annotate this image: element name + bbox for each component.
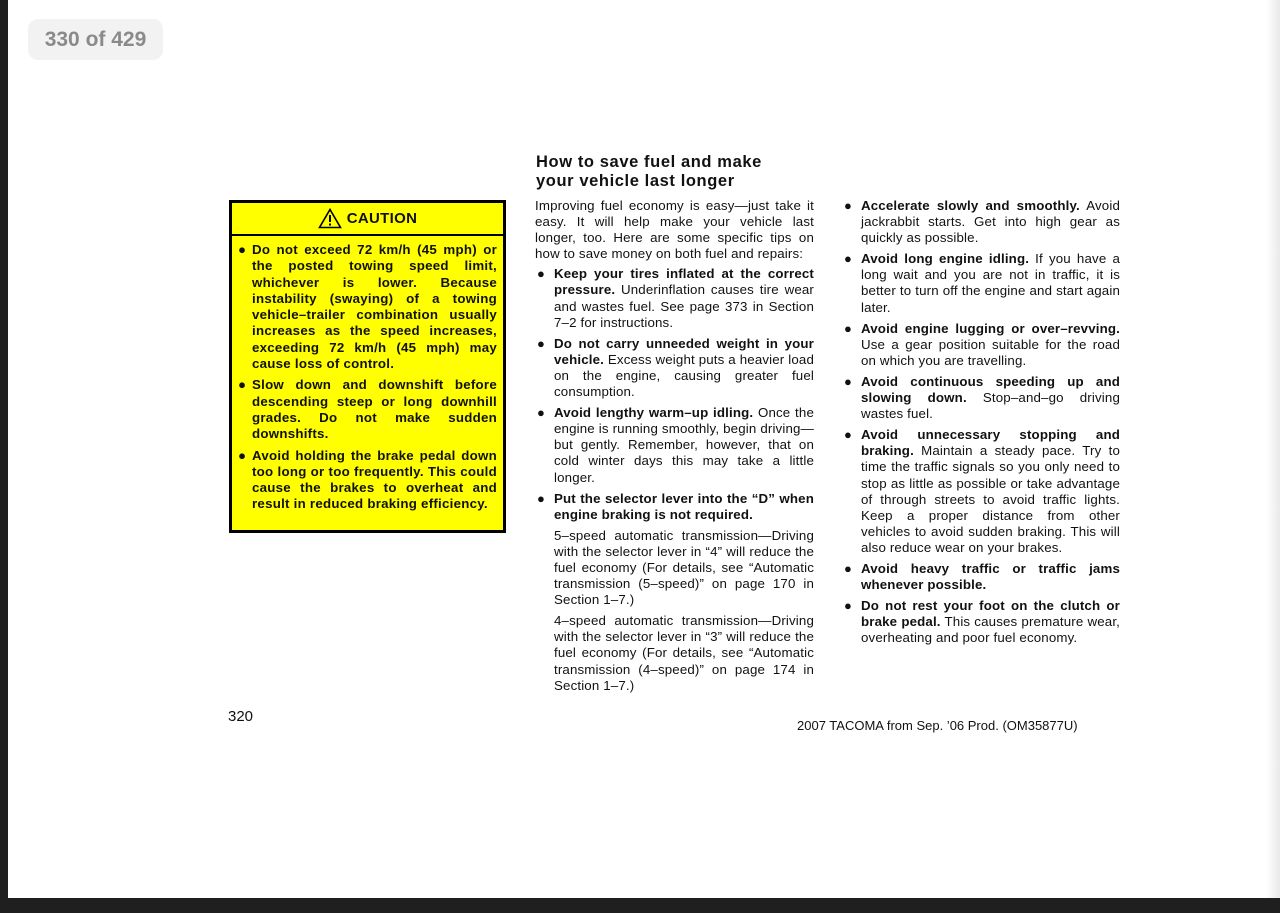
tip-item: ● Avoid heavy traffic or traffic jams whenever possible. <box>844 560 1120 593</box>
tip-item: ● Avoid engine lugging or over–revving. Use a gear position suitable for the road on which you are travelling. <box>844 320 1120 368</box>
text-column-left <box>535 198 814 699</box>
intro-paragraph: Improving fuel economy is easy—just take it easy. It will help make your vehicle last longer, too. Here are some specific tips on how to save money on both fuel and repairs: <box>535 198 814 262</box>
tip-item: ● Avoid unnecessary stopping and braking. Maintain a steady pace. Try to time the traffic signals so you only need to stop as little as possible or take advantage of through streets to avoid traffic lights. Keep a proper distance from other vehicles to avoid sudden braking. This will also reduce wear on your brakes. <box>844 427 1120 555</box>
text-column-right <box>842 198 1120 651</box>
section-heading: How to save fuel and make your vehicle last longer <box>536 153 762 190</box>
tip-item: ● Keep your tires inflated at the correct pressure. Underinflation causes tire wear and wastes fuel. See page 373 in Section 7–2 for instructions. <box>537 266 814 330</box>
tip-subparagraph: 5–speed automatic transmission—Driving with the selector lever in “4” will reduce the fuel economy (For details, see “Automatic transmission (5–speed)” on page 170 in Section 1–7.) <box>554 527 814 608</box>
tip-item: ● Avoid lengthy warm–up idling. Once the engine is running smoothly, begin driving—but gently. Remember, however, that on cold winter days this may take a little longer. <box>537 405 814 485</box>
caution-item: ● Avoid holding the brake pedal down too long or too frequently. This could cause the brakes to overheat and result in reduced braking efficiency. <box>238 447 497 512</box>
caution-title: CAUTION <box>346 210 418 227</box>
caution-item: ● Do not exceed 72 km/h (45 mph) or the posted towing speed limit, whichever is lower. Because instability (swaying) of a towing vehicle–trailer combination usually increases as the speed increases, exceeding 72 km/h (45 mph) may cause loss of control. <box>238 242 497 372</box>
tip-item: ● Avoid long engine idling. If you have a long wait and you are not in traffic, it is better to turn off the engine and start again later. <box>844 251 1120 315</box>
warning-triangle-icon <box>318 208 342 229</box>
caution-header <box>232 203 503 236</box>
tip-item: ● Do not carry unneeded weight in your vehicle. Excess weight puts a heavier load on the engine, causing greater fuel consumption. <box>537 335 814 400</box>
page-indicator[interactable]: 330 of 429 <box>28 19 163 60</box>
caution-list <box>232 236 503 513</box>
caution-box <box>229 200 506 533</box>
tip-subparagraph: 4–speed automatic transmission—Driving with the selector lever in “3” will reduce the fuel economy (For details, see “Automatic transmission (4–speed)” on page 174 in Section 1–7.) <box>554 613 814 693</box>
page-number: 320 <box>228 708 254 725</box>
tip-item: ● Avoid continuous speeding up and slowing down. Stop–and–go driving wastes fuel. <box>844 373 1120 422</box>
tip-item: ● Accelerate slowly and smoothly. Avoid jackrabbit starts. Get into high gear as quickly as possible. <box>844 198 1120 246</box>
tip-item: ● Put the selector lever into the “D” when engine braking is not required. 5–speed automatic transmission—Driving with the selector lever in “4” will reduce the fuel economy (For details, see “Automatic transmission (5–speed)” on page 170 in Section 1–7.) 4–speed automatic transmission—Driving with the selector lever in “3” will reduce the fuel economy (For details, see “Automatic transmission (4–speed)” on page 174 in Section 1–7.) <box>537 490 814 693</box>
tip-item: ● Do not rest your foot on the clutch or brake pedal. This causes premature wear, overheating and poor fuel economy. <box>844 598 1121 646</box>
page-footer: 2007 TACOMA from Sep. ’06 Prod. (OM35877U) <box>797 718 1078 733</box>
page-edge-shadow <box>1266 0 1280 898</box>
tips-list-left <box>535 266 814 693</box>
caution-item: ● Slow down and downshift before descending steep or long downhill grades. Do not make sudden downshifts. <box>238 377 497 442</box>
tips-list-right <box>842 198 1120 646</box>
